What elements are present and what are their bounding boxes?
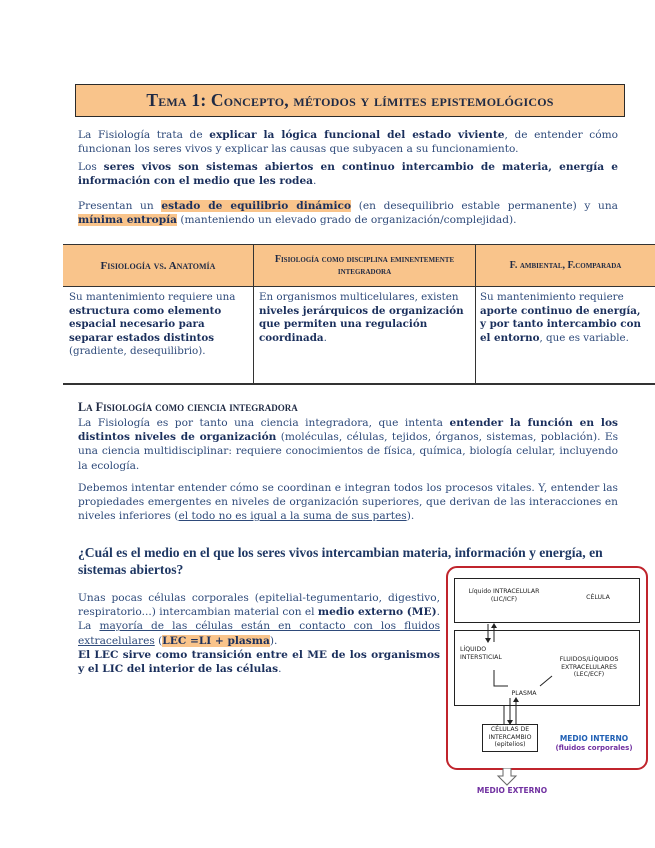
plasma-label: PLASMA: [511, 690, 537, 697]
intro-paragraph-2: Los seres vivos son sistemas abiertos en continuo intercambio de materia, energía e información con el medio que les rodea.: [78, 161, 619, 188]
table-cell-ambiental: Su mantenimiento requiere aporte continuo de energía, y por tanto intercambio con el entorno, que es variable.: [480, 291, 641, 344]
intercambio-label: CÉLULAS DE INTERCAMBIO (epitelios): [488, 726, 532, 748]
table-header-3: F. ambiental, F.comparada: [476, 244, 655, 287]
lic-label: Líquido INTRACELULAR (LIC/ICF): [468, 588, 540, 603]
arrowhead-icon: [491, 623, 497, 628]
table-divider: [253, 244, 254, 385]
page-title: Tema 1: Concepto, métodos y límites epistemológicos: [75, 84, 625, 117]
medio-externo-label: MEDIO EXTERNO: [476, 786, 548, 795]
arrow-li-plasma: [494, 670, 508, 686]
intro-paragraph-3: Presentan un estado de equilibrio dinámico (en desequilibrio estable permanente) y una mínima entropía (manteniendo un elevado grado de organización/complejidad).: [78, 200, 618, 227]
section-paragraph-1: La Fisiología es por tanto una ciencia integradora, que intenta entender la función en los distintos niveles de organización (moléculas, células, tejidos, órganos, sistemas, población). Es una ciencia multidisciplinar: requiere conocimientos de física, química, biología celular, incluyendo la ecología.: [78, 417, 619, 472]
medio-interno-diagram: [446, 566, 648, 770]
table-bottom-border: [63, 383, 655, 385]
question-heading: ¿Cuál es el medio en el que los seres vivos intercambian materia, información y energía, en sistemas abiertos?: [78, 545, 603, 577]
arrow-plasma-fluidos: [540, 676, 552, 686]
fluidos-label: FLUIDOS/LÍQUIDOS EXTRACELULARES (LEC/ECF): [559, 656, 619, 678]
table-cell-anatomia: Su mantenimiento requiere una estructura como elemento espacial necesario para separar estados distintos (gradiente, desequilibrio).: [69, 291, 236, 358]
table-cell-integradora: En organismos multicelulares, existen niveles jerárquicos de organización que permiten una regulación coordinada.: [259, 291, 464, 344]
arrowhead-icon: [485, 638, 491, 643]
intro-paragraph-1: La Fisiología trata de explicar la lógica funcional del estado viviente, de entender cómo funcionan los seres vivos y explicar las causas que subyacen a su funcionamiento.: [78, 129, 619, 156]
table-divider: [475, 244, 476, 385]
medio-interno-label: MEDIO INTERNO (fluidos corporales): [555, 734, 633, 752]
section-paragraph-2: Debemos intentar entender cómo se coordinan e integran todos los procesos vitales. Y, entender las propiedades emergentes en niveles de organización superiores, que derivan de las interacciones en niveles inferiores (el todo no es igual a la suma de sus partes).: [78, 482, 618, 523]
li-label: LÍQUIDO INTERSTICIAL: [460, 646, 502, 661]
celula-label: CÉLULA: [586, 594, 610, 601]
section-heading: La Fisiología como ciencia integradora: [78, 400, 298, 414]
table-header-2: Fisiología como disciplina eminentemente integradora: [254, 244, 475, 287]
down-arrow-icon: [496, 768, 520, 786]
table-header-1: Fisiología vs. Anatomía: [63, 244, 253, 287]
comparison-table: [63, 244, 655, 385]
medio-paragraph: Unas pocas células corporales (epitelial-tegumentario, digestivo, respiratorio...) intercambian material con el medio externo (ME). La mayoría de las células están en contacto con los fluidos extracelulares (LEC =LI + plasma). El LEC sirve como transición entre el ME de los organismos y el LIC del interior de las células.: [78, 592, 441, 676]
arrowhead-icon: [513, 697, 519, 702]
